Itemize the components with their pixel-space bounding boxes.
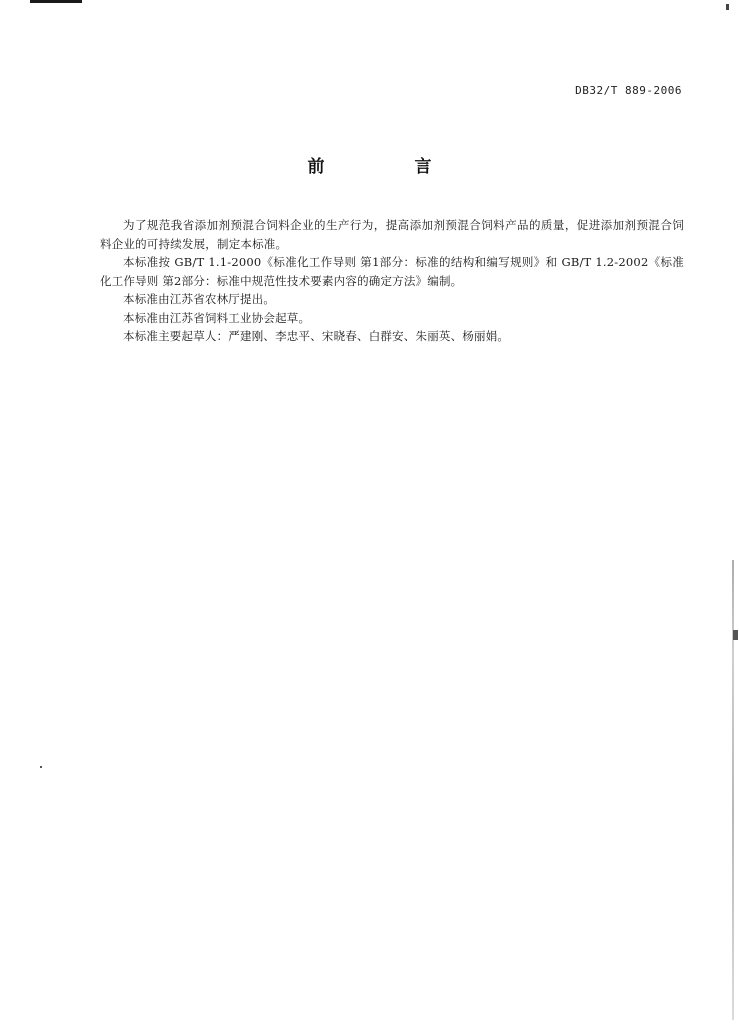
paragraph-proposer: 本标准由江苏省农林厅提出。 <box>123 292 276 306</box>
paragraph-drafters: 本标准主要起草人：严建刚、李忠平、宋晓春、白群安、朱丽英、杨丽娟。 <box>123 329 510 343</box>
page-title: 前 言 <box>307 157 474 177</box>
paragraph-purpose: 为了规范我省添加剂预混合饲料企业的生产行为，提高添加剂预混合饲料产品的质量，促进添加剂预混合饲料企业的可持续发展，制定本标准。 <box>100 218 684 251</box>
scan-speck <box>40 766 42 768</box>
scan-artifact-top <box>30 0 82 3</box>
document-code: DB32/T 889-2006 <box>575 84 682 97</box>
paragraph-drafting-basis: 本标准按 GB/T 1.1-2000《标准化工作导则 第1部分：标准的结构和编写规则》和 GB/T 1.2-2002《标准化工作导则 第2部分：标准中规范性技术要素内容的确定方法》编制。 <box>100 255 684 288</box>
scan-artifact-corner <box>726 4 729 10</box>
foreword-body <box>100 216 684 346</box>
scan-edge-mark <box>733 630 738 640</box>
scan-edge-shadow <box>732 560 734 1020</box>
paragraph-drafting-unit: 本标准由江苏省饲料工业协会起草。 <box>123 310 311 325</box>
